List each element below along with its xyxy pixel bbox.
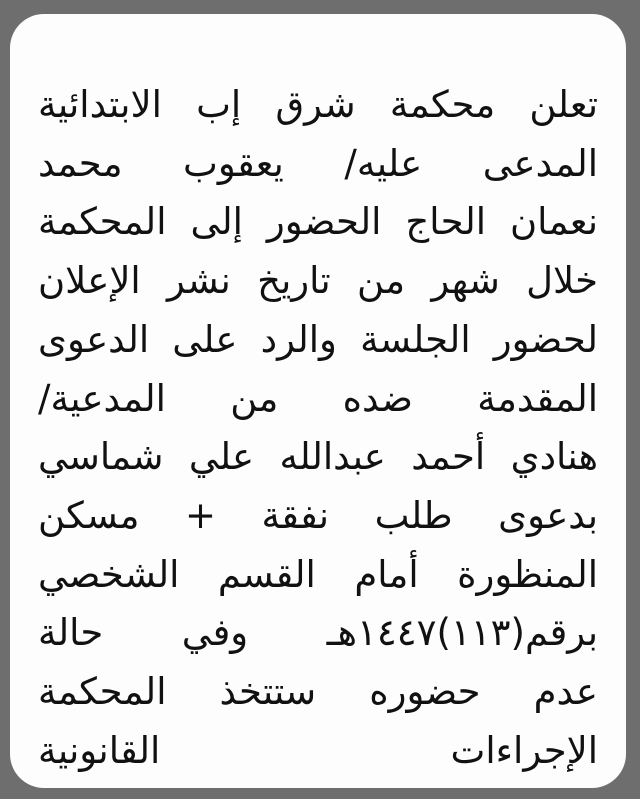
notice-line: بدعوى طلب نفقة + مسكن — [38, 493, 598, 537]
notice-line: المنظورة أمام القسم الشخصي — [38, 552, 598, 596]
notice-line: تعلن محكمة شرق إب الابتدائية — [38, 83, 598, 126]
notice-line: المقدمة ضده من المدعية/ — [38, 376, 598, 420]
notice-line: نعمان الحاج الحضور إلى المحكمة — [38, 200, 598, 244]
notice-line: المدعى عليه/ يعقوب محمد — [38, 141, 598, 185]
notice-line: هنادي أحمد عبدالله علي شماسي — [38, 435, 598, 479]
notice-line: برقم(١١٣)١٤٤٧هـ وفي حالة — [38, 611, 598, 655]
notice-line: الإجراءات القانونية — [38, 728, 598, 772]
notice-line: عدم حضوره ستتخذ المحكمة — [38, 670, 598, 714]
notice-line: لحضور الجلسة والرد على الدعوى — [38, 317, 598, 361]
notice-box — [10, 14, 626, 788]
notice-text — [38, 76, 598, 780]
notice-line: خلال شهر من تاريخ نشر الإعلان — [38, 259, 598, 303]
